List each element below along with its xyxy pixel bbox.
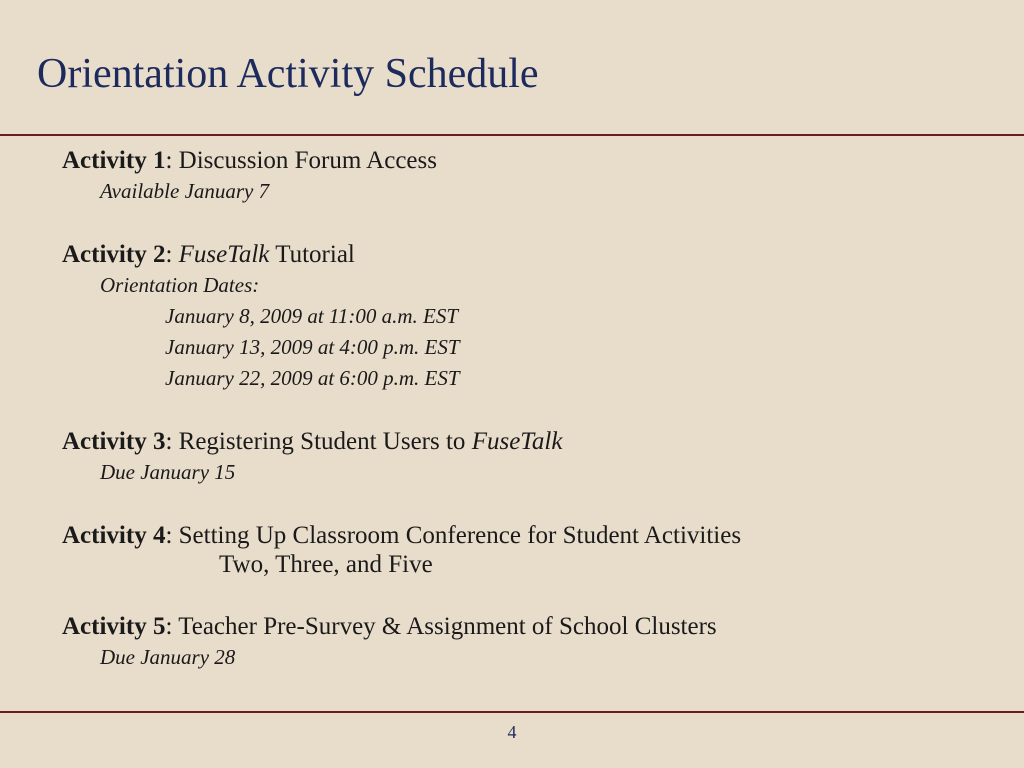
activity-2-label: Activity 2 xyxy=(62,241,166,268)
page-number: 4 xyxy=(507,722,517,742)
spacer xyxy=(62,579,1002,612)
activity-4-label: Activity 4 xyxy=(62,522,166,549)
activity-3-heading xyxy=(62,427,1002,457)
activity-2-separator: : xyxy=(165,241,179,268)
activity-3-separator: : xyxy=(165,428,179,455)
footer-divider xyxy=(0,711,1024,713)
spacer xyxy=(62,394,1002,427)
activity-1-heading xyxy=(62,146,1002,176)
orientation-date: January 13, 2009 at 4:00 p.m. EST xyxy=(165,335,460,359)
activity-4 xyxy=(62,521,1002,579)
activity-4-separator: : xyxy=(165,522,179,549)
activity-5-separator: : xyxy=(165,613,179,640)
activity-3 xyxy=(62,427,1002,488)
orientation-date: January 8, 2009 at 11:00 a.m. EST xyxy=(165,304,459,328)
spacer xyxy=(62,488,1002,521)
activity-1-separator: : xyxy=(165,147,179,174)
activity-3-label: Activity 3 xyxy=(62,428,166,455)
activity-5-due-date: Due January 28 xyxy=(100,645,236,669)
activity-schedule xyxy=(62,146,1002,673)
title-divider xyxy=(0,134,1024,136)
activity-2-heading xyxy=(62,240,1002,270)
activity-3-title: Registering Student Users to xyxy=(178,428,472,455)
activity-2 xyxy=(62,240,1002,394)
activity-5-title: Teacher Pre-Survey & Assignment of School Clusters xyxy=(178,613,717,640)
activity-1-label: Activity 1 xyxy=(62,147,166,174)
activity-3-product-name: FuseTalk xyxy=(471,428,563,455)
activity-5-heading xyxy=(62,612,1002,642)
activity-4-title-continued: Two, Three, and Five xyxy=(219,551,433,578)
activity-5-label: Activity 5 xyxy=(62,613,166,640)
activity-1 xyxy=(62,146,1002,207)
activity-2-title: Tutorial xyxy=(269,241,355,268)
activity-3-due-date: Due January 15 xyxy=(100,460,236,484)
activity-1-availability: Available January 7 xyxy=(100,179,270,203)
activity-2-subheading: Orientation Dates: xyxy=(100,273,260,297)
activity-1-title: Discussion Forum Access xyxy=(178,147,437,174)
activity-4-title: Setting Up Classroom Conference for Student Activities xyxy=(178,522,742,549)
activity-2-product-name: FuseTalk xyxy=(178,241,270,268)
slide-title: Orientation Activity Schedule xyxy=(37,51,539,97)
activity-4-heading xyxy=(62,521,1002,551)
activity-5 xyxy=(62,612,1002,673)
orientation-date: January 22, 2009 at 6:00 p.m. EST xyxy=(165,366,460,390)
spacer xyxy=(62,207,1002,240)
